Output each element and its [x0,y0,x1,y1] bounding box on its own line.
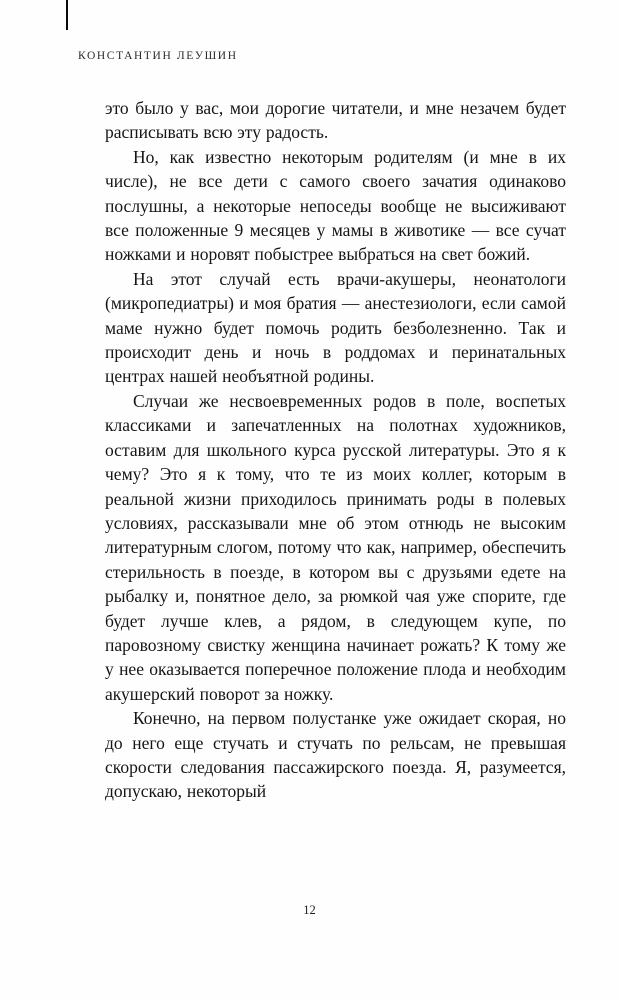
paragraph: Но, как известно некоторым родителям (и мне в их числе), не все дети с самого своего зачатия одинаково послушны, а некоторые непоседы вообще не высиживают все положенные 9 месяцев у мамы в животике — все сучат ножками и норовят побыстрее выбраться на свет божий. [105,146,566,265]
paragraph: это было у вас, мои дорогие читатели, и мне незачем будет расписывать всю эту радость. [105,98,566,143]
page-number: 12 [303,903,316,917]
body-text [105,96,566,804]
paragraph: Случаи же несвоевременных родов в поле, воспетых классиками и запечатленных на полотнах художников, оставим для школьного курса русской литературы. Это я к чему? Это я к тому, что те из моих коллег, которым в реальной жизни приходилось принимать роды в полевых условиях, рассказывали мне об этом отнюдь не высоким литературным слогом, потому что как, например, обеспечить стерильность в поезде, в котором вы с друзьями едете на рыбалку и, понятное дело, за рюмкой чая уже спорите, где будет лучше клев, а рядом, в следующем купе, по паровозному свистку женщина начинает рожать? К тому же у нее оказывается поперечное положение плода и необходим акушерский поворот за ножку. [105,390,566,704]
paragraph: Конечно, на первом полустанке уже ожидает скорая, но до него еще стучать и стучать по рельсам, не превышая скорости следования пассажирского поезда. Я, разумеется, допускаю, некоторый [105,708,566,802]
top-left-rule [66,0,68,30]
running-header: КОНСТАНТИН ЛЕУШИН [78,50,238,62]
paragraph: На этот случай есть врачи-акушеры, неонатологи (микропедиатры) и моя братия — анестезиологи, если самой маме нужно будет помочь родить безболезненно. Так и происходит день и ночь в роддомах и перинатальных центрах нашей необъятной родины. [105,268,566,387]
